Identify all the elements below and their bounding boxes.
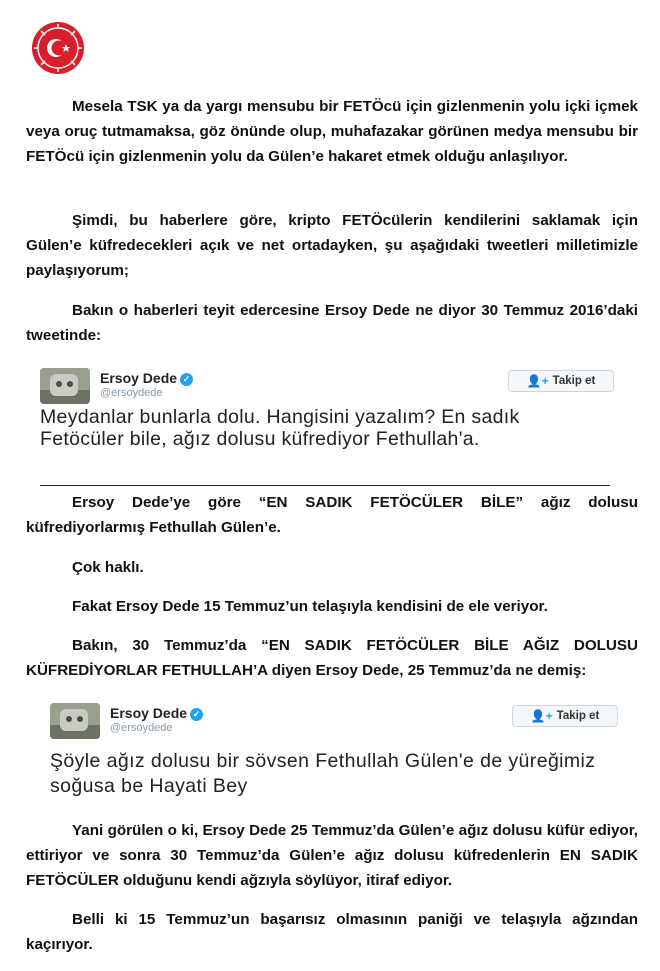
tweet-card-1 bbox=[40, 368, 620, 486]
follow-button[interactable] bbox=[512, 705, 618, 727]
paragraph-6 bbox=[26, 594, 638, 619]
paragraph-4-text: Ersoy Dede’ye göre “EN SADIK FETÖCÜLER BİLE” ağız dolusu küfrediyorlarmış Fethullah Gülen’e. bbox=[26, 494, 638, 536]
paragraph-6-text: Fakat Ersoy Dede 15 Temmuz’un telaşıyla kendisini de ele veriyor. bbox=[72, 598, 548, 615]
paragraph-8-text: Yani görülen o ki, Ersoy Dede 25 Temmuz’da Gülen’e ağız dolusu küfür ediyor, ettiriyor ve sonra 30 Temmuz’da Gülen’e ağız dolusu küfredenlerin EN SADIK FETÖCÜLER olduğunu kendi ağzıyla söylüyor, itiraf ediyor. bbox=[26, 822, 638, 889]
paragraph-2 bbox=[26, 208, 638, 283]
paragraph-3-text: Bakın o haberleri teyit edercesine Ersoy Dede ne diyor 30 Temmuz 2016’daki tweetinde: bbox=[26, 302, 638, 344]
tweet-author-handle[interactable]: @ersoydede bbox=[100, 387, 163, 399]
avatar[interactable] bbox=[40, 368, 90, 404]
tweet-card-2 bbox=[50, 703, 630, 803]
paragraph-4 bbox=[26, 490, 638, 540]
tweet-author-name-text: Ersoy Dede bbox=[100, 370, 178, 386]
paragraph-1 bbox=[26, 94, 638, 169]
add-user-icon: 👤+ bbox=[526, 374, 549, 388]
follow-button-label: Takip et bbox=[556, 710, 600, 722]
paragraph-5 bbox=[26, 555, 638, 580]
divider bbox=[40, 485, 610, 486]
paragraph-7-text: Bakın, 30 Temmuz’da “EN SADIK FETÖCÜLER BİLE AĞIZ DOLUSU KÜFREDİYORLAR FETHULLAH’A diyen Ersoy Dede, 25 Temmuz’da ne demiş: bbox=[26, 637, 638, 679]
follow-button-label: Takip et bbox=[552, 375, 596, 387]
verified-badge-icon: ✓ bbox=[190, 708, 203, 721]
tweet-author-name[interactable] bbox=[110, 705, 203, 721]
tweet-author-name-text: Ersoy Dede bbox=[110, 705, 188, 721]
tweet-author-handle[interactable]: @ersoydede bbox=[110, 722, 173, 734]
paragraph-8 bbox=[26, 818, 638, 893]
add-user-icon: 👤+ bbox=[530, 709, 553, 723]
verified-badge-icon: ✓ bbox=[180, 373, 193, 386]
paragraph-5-text: Çok haklı. bbox=[72, 559, 144, 576]
avatar[interactable] bbox=[50, 703, 100, 739]
paragraph-1-text: Mesela TSK ya da yargı mensubu bir FETÖcü için gizlenmenin yolu içki içmek veya oruç tutmamaksa, göz önünde olup, muhafazakar görünen medya mensubu bir FETÖcü için gizlenmenin yolu da Gülen’e hakaret etmek olduğu anlaşılıyor. bbox=[26, 98, 638, 165]
follow-button[interactable] bbox=[508, 370, 614, 392]
tweet-author-name[interactable] bbox=[100, 370, 193, 386]
paragraph-9 bbox=[26, 907, 638, 957]
paragraph-9-text: Belli ki 15 Temmuz’un başarısız olmasının paniği ve telaşıyla ağzından kaçırıyor. bbox=[26, 911, 638, 953]
paragraph-3 bbox=[26, 298, 638, 348]
paragraph-7 bbox=[26, 633, 638, 683]
tweet-text: Meydanlar bunlarla dolu. Hangisini yazalım? En sadık Fetöcüler bile, ağız dolusu küfrediyor Fethullah'a. bbox=[40, 406, 520, 450]
tweet-text: Şöyle ağız dolusu bir sövsen Fethullah Gülen'e de yüreğimiz soğusa be Hayati Bey bbox=[50, 750, 596, 797]
paragraph-2-text: Şimdi, bu haberlere göre, kripto FETÖcülerin kendilerini saklamak için Gülen’e küfredecekleri açık ve net ortadayken, şu aşağıdaki tweetleri milletimizle paylaşıyorum; bbox=[26, 212, 638, 279]
tbmm-emblem-icon bbox=[30, 20, 86, 76]
